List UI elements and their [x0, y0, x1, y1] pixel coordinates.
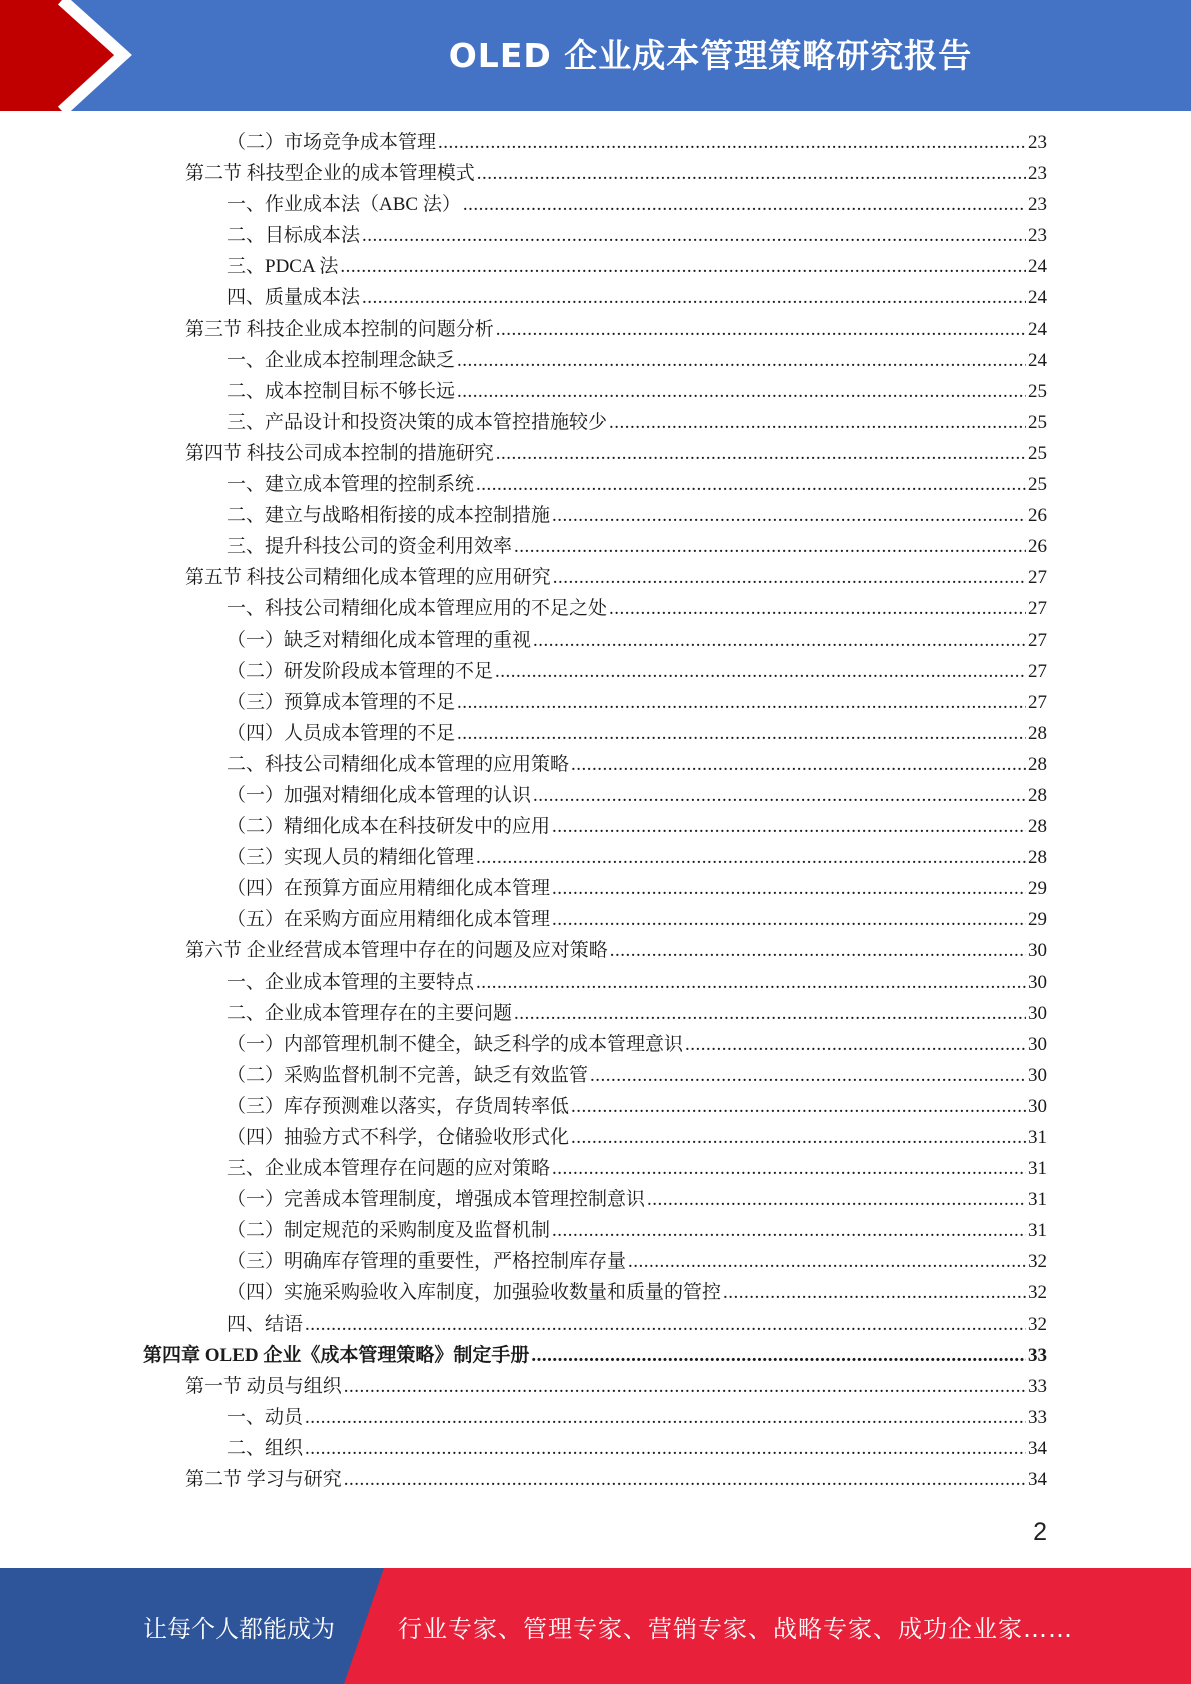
toc-entry[interactable] [0, 1277, 1191, 1308]
toc-entry[interactable] [0, 345, 1191, 376]
toc-entry-page: 24 [1028, 318, 1047, 340]
toc-dot-leader [533, 780, 1026, 811]
toc-entry[interactable] [0, 1122, 1191, 1153]
toc-dot-leader [305, 1309, 1026, 1340]
toc-entry-page: 25 [1028, 411, 1047, 433]
toc-entry[interactable] [0, 127, 1191, 158]
toc-entry-page: 27 [1028, 598, 1047, 620]
toc-entry[interactable] [0, 718, 1191, 749]
toc-dot-leader [553, 562, 1026, 593]
toc-dot-leader [457, 376, 1026, 407]
toc-dot-leader [463, 189, 1026, 220]
toc-entry[interactable] [0, 1060, 1191, 1091]
toc-entry[interactable] [0, 531, 1191, 562]
toc-dot-leader [531, 1340, 1026, 1371]
toc-entry-title: （二）精细化成本在科技研发中的应用 [227, 816, 551, 838]
toc-dot-leader [305, 1433, 1026, 1464]
toc-entry-page: 25 [1028, 380, 1047, 402]
toc-entry[interactable] [0, 1464, 1191, 1495]
toc-entry[interactable] [0, 1246, 1191, 1277]
toc-dot-leader [610, 935, 1026, 966]
toc-entry-title: 二、目标成本法 [227, 225, 361, 247]
toc-dot-leader [590, 1060, 1026, 1091]
toc-entry-title: （三）明确库存管理的重要性，严格控制库存量 [227, 1251, 627, 1273]
toc-entry-page: 30 [1028, 940, 1047, 962]
toc-entry[interactable] [0, 189, 1191, 220]
toc-dot-leader [552, 1153, 1026, 1184]
toc-dot-leader [552, 873, 1026, 904]
toc-entry-title: 一、动员 [227, 1406, 304, 1428]
toc-entry-title: （三）实现人员的精细化管理 [227, 847, 475, 869]
toc-entry-title: （二）采购监督机制不完善，缺乏有效监管 [227, 1064, 589, 1086]
footer-slogan-left: 让每个人都能成为 [143, 1614, 335, 1643]
toc-entry[interactable] [0, 1402, 1191, 1433]
header-arrow-decoration [0, 0, 160, 111]
toc-entry-title: （四）人员成本管理的不足 [227, 722, 456, 744]
toc-entry-page: 31 [1028, 1189, 1047, 1211]
toc-entry-title: 第四节 科技公司成本控制的措施研究 [185, 442, 494, 464]
toc-entry[interactable] [0, 967, 1191, 998]
toc-entry[interactable] [0, 1309, 1191, 1340]
toc-entry-title: 三、企业成本管理存在问题的应对策略 [227, 1158, 551, 1180]
toc-entry-title: 二、成本控制目标不够长远 [227, 380, 456, 402]
toc-entry-page: 32 [1028, 1251, 1047, 1273]
toc-entry-page: 31 [1028, 1220, 1047, 1242]
toc-entry-page: 33 [1028, 1344, 1047, 1366]
toc-entry[interactable] [0, 1215, 1191, 1246]
toc-dot-leader [552, 811, 1026, 842]
toc-entry-title: 一、作业成本法（ABC 法） [227, 194, 461, 216]
toc-dot-leader [571, 1091, 1026, 1122]
document-title: OLED 企业成本管理策略研究报告 [448, 35, 973, 75]
toc-dot-leader [344, 1371, 1026, 1402]
toc-entry-page: 34 [1028, 1437, 1047, 1459]
toc-entry-page: 25 [1028, 442, 1047, 464]
toc-entry[interactable] [0, 1371, 1191, 1402]
toc-entry-page: 30 [1028, 1095, 1047, 1117]
page-header [0, 0, 1191, 111]
toc-dot-leader [305, 1402, 1026, 1433]
toc-entry-page: 32 [1028, 1313, 1047, 1335]
toc-dot-leader [362, 220, 1026, 251]
page-number: 2 [1033, 1518, 1047, 1546]
toc-dot-leader [685, 1029, 1026, 1060]
toc-dot-leader [571, 749, 1026, 780]
toc-entry[interactable] [0, 780, 1191, 811]
toc-entry-page: 30 [1028, 971, 1047, 993]
toc-dot-leader [514, 998, 1026, 1029]
toc-entry[interactable] [0, 904, 1191, 935]
toc-entry[interactable] [0, 593, 1191, 624]
toc-entry-page: 27 [1028, 660, 1047, 682]
toc-entry-page: 28 [1028, 847, 1047, 869]
toc-dot-leader [476, 842, 1026, 873]
toc-entry[interactable] [0, 438, 1191, 469]
toc-entry-page: 28 [1028, 722, 1047, 744]
footer-slogan-right: 行业专家、管理专家、营销专家、战略专家、成功企业家…… [398, 1614, 1073, 1643]
toc-entry-title: 四、结语 [227, 1313, 304, 1335]
toc-dot-leader [552, 1215, 1026, 1246]
toc-entry[interactable] [0, 469, 1191, 500]
toc-entry-title: （四）实施采购验收入库制度，加强验收数量和质量的管控 [227, 1282, 722, 1304]
toc-entry-title: 第四章 OLED 企业《成本管理策略》制定手册 [143, 1344, 530, 1366]
toc-entry[interactable] [0, 1091, 1191, 1122]
toc-entry-title: 四、质量成本法 [227, 287, 361, 309]
toc-entry[interactable] [0, 998, 1191, 1029]
toc-entry[interactable] [0, 687, 1191, 718]
toc-entry-page: 23 [1028, 194, 1047, 216]
toc-dot-leader [438, 127, 1026, 158]
toc-entry-title: 第二节 学习与研究 [185, 1469, 342, 1491]
toc-dot-leader [340, 251, 1026, 282]
toc-entry[interactable] [0, 811, 1191, 842]
toc-dot-leader [628, 1246, 1026, 1277]
toc-entry[interactable] [0, 873, 1191, 904]
toc-dot-leader [476, 469, 1026, 500]
toc-entry[interactable] [0, 842, 1191, 873]
toc-entry-page: 34 [1028, 1469, 1047, 1491]
toc-entry-title: （五）在采购方面应用精细化成本管理 [227, 909, 551, 931]
toc-entry-title: （三）库存预测难以落实，存货周转率低 [227, 1095, 570, 1117]
toc-entry-page: 28 [1028, 784, 1047, 806]
toc-entry[interactable] [0, 407, 1191, 438]
toc-entry-title: （二）研发阶段成本管理的不足 [227, 660, 494, 682]
toc-entry-title: 三、产品设计和投资决策的成本管控措施较少 [227, 411, 608, 433]
toc-entry-page: 26 [1028, 505, 1047, 527]
toc-entry[interactable] [0, 251, 1191, 282]
toc-entry[interactable] [0, 749, 1191, 780]
toc-entry-page: 24 [1028, 349, 1047, 371]
toc-entry-title: （三）预算成本管理的不足 [227, 691, 456, 713]
toc-entry-title: （四）抽验方式不科学，仓储验收形式化 [227, 1127, 570, 1148]
toc-entry[interactable] [0, 935, 1191, 966]
toc-entry-page: 30 [1028, 1002, 1047, 1024]
toc-entry[interactable] [0, 1153, 1191, 1184]
toc-entry-title: 二、建立与战略相衔接的成本控制措施 [227, 505, 551, 527]
toc-entry-page: 23 [1028, 163, 1047, 185]
toc-entry-title: 第二节 科技型企业的成本管理模式 [185, 163, 475, 185]
toc-entry-page: 31 [1028, 1127, 1047, 1148]
toc-dot-leader [609, 593, 1026, 624]
toc-entry-title: 一、企业成本控制理念缺乏 [227, 349, 456, 371]
toc-entry-page: 30 [1028, 1064, 1047, 1086]
toc-entry-page: 24 [1028, 287, 1047, 309]
table-of-contents [0, 127, 1191, 1495]
toc-dot-leader [533, 625, 1026, 656]
toc-entry[interactable] [0, 282, 1191, 313]
toc-dot-leader [362, 282, 1026, 313]
toc-dot-leader [477, 158, 1026, 189]
toc-dot-leader [552, 904, 1026, 935]
toc-dot-leader [571, 1122, 1026, 1153]
toc-entry[interactable] [0, 1340, 1191, 1371]
toc-dot-leader [496, 314, 1026, 345]
toc-dot-leader [457, 687, 1026, 718]
toc-entry-page: 32 [1028, 1282, 1047, 1304]
toc-entry-title: 第三节 科技企业成本控制的问题分析 [185, 318, 494, 340]
toc-dot-leader [457, 718, 1026, 749]
toc-entry-title: （一）加强对精细化成本管理的认识 [227, 784, 532, 806]
toc-entry-title: 第五节 科技公司精细化成本管理的应用研究 [185, 567, 551, 589]
toc-entry-title: 一、科技公司精细化成本管理应用的不足之处 [227, 598, 608, 620]
toc-entry[interactable] [0, 220, 1191, 251]
toc-entry[interactable] [0, 656, 1191, 687]
toc-dot-leader [647, 1184, 1026, 1215]
toc-entry-title: 一、企业成本管理的主要特点 [227, 971, 475, 993]
toc-entry-page: 24 [1028, 256, 1047, 278]
toc-entry[interactable] [0, 1029, 1191, 1060]
toc-entry-page: 30 [1028, 1033, 1047, 1055]
page-footer [0, 1568, 1191, 1684]
toc-dot-leader [496, 438, 1026, 469]
toc-entry[interactable] [0, 500, 1191, 531]
toc-entry[interactable] [0, 314, 1191, 345]
toc-entry-title: 二、企业成本管理存在的主要问题 [227, 1002, 513, 1024]
toc-entry-page: 27 [1028, 567, 1047, 589]
toc-entry-title: 三、PDCA 法 [227, 256, 339, 278]
toc-entry-page: 33 [1028, 1375, 1047, 1397]
toc-entry-title: （四）在预算方面应用精细化成本管理 [227, 878, 551, 900]
toc-entry[interactable] [0, 625, 1191, 656]
toc-dot-leader [723, 1277, 1026, 1308]
toc-entry-page: 28 [1028, 753, 1047, 775]
toc-entry-title: （二）制定规范的采购制度及监督机制 [227, 1220, 551, 1242]
toc-entry-title: 三、提升科技公司的资金利用效率 [227, 536, 513, 558]
toc-entry-page: 28 [1028, 816, 1047, 838]
toc-entry-page: 27 [1028, 691, 1047, 713]
toc-entry[interactable] [0, 1184, 1191, 1215]
toc-entry-title: （一）完善成本管理制度，增强成本管理控制意识 [227, 1189, 646, 1211]
toc-dot-leader [344, 1464, 1026, 1495]
toc-entry-title: （二）市场竞争成本管理 [227, 132, 437, 153]
toc-entry-title: 二、科技公司精细化成本管理的应用策略 [227, 753, 570, 775]
toc-entry[interactable] [0, 376, 1191, 407]
toc-entry-title: 二、组织 [227, 1437, 304, 1459]
toc-dot-leader [476, 967, 1026, 998]
toc-dot-leader [609, 407, 1026, 438]
toc-entry-title: 一、建立成本管理的控制系统 [227, 474, 475, 496]
toc-entry-title: 第一节 动员与组织 [185, 1375, 342, 1397]
toc-entry-page: 26 [1028, 536, 1047, 558]
toc-entry-title: （一）内部管理机制不健全，缺乏科学的成本管理意识 [227, 1033, 684, 1055]
toc-entry-page: 23 [1028, 225, 1047, 247]
toc-entry[interactable] [0, 562, 1191, 593]
toc-dot-leader [495, 656, 1026, 687]
toc-entry-page: 29 [1028, 878, 1047, 900]
toc-entry-page: 29 [1028, 909, 1047, 931]
toc-entry[interactable] [0, 158, 1191, 189]
toc-dot-leader [552, 500, 1026, 531]
toc-entry-page: 25 [1028, 474, 1047, 496]
toc-entry-title: （一）缺乏对精细化成本管理的重视 [227, 629, 532, 651]
toc-dot-leader [457, 345, 1026, 376]
toc-entry-page: 27 [1028, 629, 1047, 651]
toc-entry-page: 33 [1028, 1406, 1047, 1428]
toc-dot-leader [514, 531, 1026, 562]
toc-entry-page: 31 [1028, 1158, 1047, 1180]
toc-entry-title: 第六节 企业经营成本管理中存在的问题及应对策略 [185, 940, 608, 962]
toc-entry-page: 23 [1028, 132, 1047, 153]
toc-entry[interactable] [0, 1433, 1191, 1464]
